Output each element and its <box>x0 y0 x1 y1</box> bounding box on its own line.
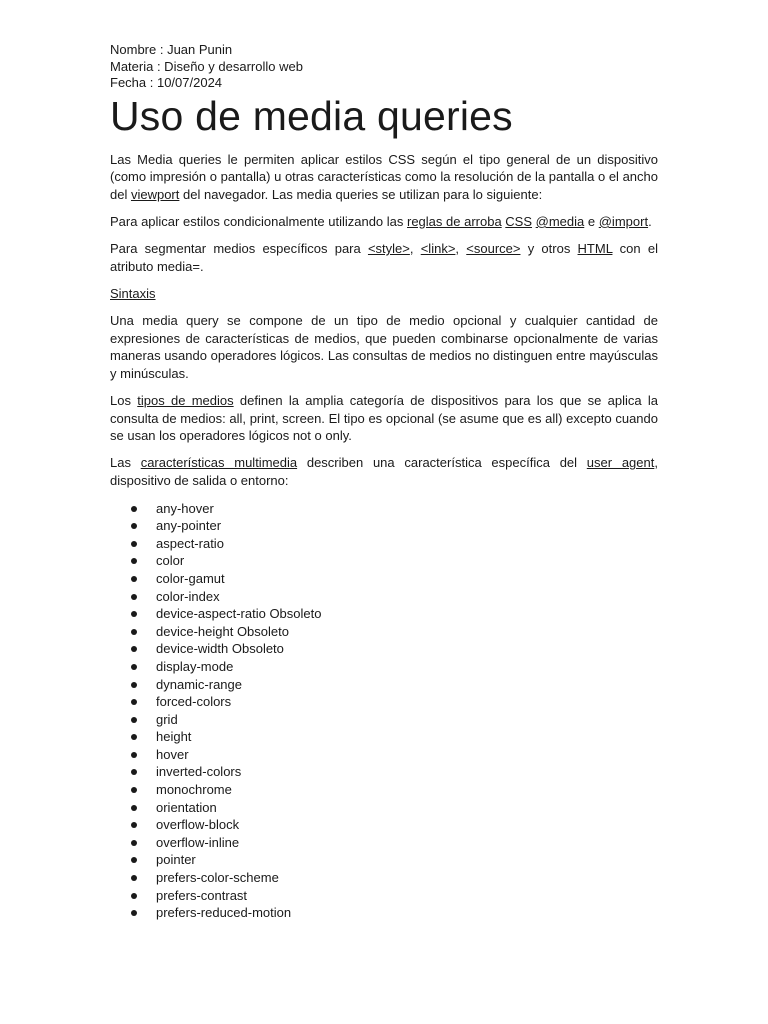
bullet-icon <box>131 769 137 775</box>
list-item-label: display-mode <box>156 658 234 674</box>
document-page <box>110 42 658 922</box>
list-item-label: prefers-reduced-motion <box>156 905 292 921</box>
source-element-link[interactable]: <source> <box>466 241 521 257</box>
list-item-label: grid <box>156 711 178 727</box>
viewport-link[interactable]: viewport <box>130 186 180 202</box>
list-item <box>110 535 658 553</box>
list-item-label: aspect-ratio <box>156 535 224 551</box>
document-date: Fecha : 10/07/2024 <box>110 75 223 90</box>
list-item-label: hover <box>156 746 189 762</box>
syntax-heading[interactable]: Sintaxis <box>110 285 156 301</box>
document-title: Uso de media queries <box>110 92 513 139</box>
bullet-icon <box>131 717 137 723</box>
user-agent-link[interactable]: user agent <box>586 455 655 471</box>
list-item <box>110 904 658 922</box>
segment-paragraph <box>110 240 658 275</box>
list-item <box>110 763 658 781</box>
segment-mid-text: y otros <box>520 241 578 257</box>
list-item-label: height <box>156 729 192 745</box>
document-header <box>110 42 658 92</box>
list-item-label: prefers-contrast <box>156 887 248 903</box>
bullet-icon <box>131 840 137 846</box>
media-rule-link[interactable]: @media <box>535 213 585 229</box>
bullet-icon <box>131 558 137 564</box>
list-item-label: color <box>156 553 185 569</box>
conjunction-text: e <box>584 213 599 229</box>
list-item <box>110 517 658 535</box>
list-item-label: device-width Obsoleto <box>156 641 284 657</box>
list-item <box>110 711 658 729</box>
list-item-label: dynamic-range <box>156 676 242 692</box>
media-features-list <box>110 500 658 922</box>
tipos-de-medios-link[interactable]: tipos de medios <box>137 393 234 408</box>
list-item <box>110 781 658 799</box>
list-item-label: overflow-block <box>156 817 240 833</box>
bullet-icon <box>131 646 137 652</box>
syntax-paragraph: Una media query se compone de un tipo de medio opcional y cualquier cantidad de expresiones de características de medios, que pueden combinarse opcionalmente de varias maneras usando operadores lógicos. Las consultas de medios no distinguen entre mayúsculas y minúsculas. <box>110 313 658 381</box>
media-types-rest: definen la amplia categoría de dispositivos para los que se aplica la consulta de medios: all, print, screen. El tipo es opcional (se asume que es all) excepto cuando se usan los operadores lógicos not o only. <box>110 393 659 444</box>
list-item-label: orientation <box>156 799 217 815</box>
bullet-icon <box>131 541 137 547</box>
list-item <box>110 887 658 905</box>
list-item-label: inverted-colors <box>156 764 242 780</box>
intro-text-2: del navegador. Las media queries se utilizan para lo siguiente: <box>179 186 543 202</box>
separator-2: , <box>455 241 467 257</box>
list-item <box>110 605 658 623</box>
css-link[interactable]: CSS <box>505 213 533 229</box>
bullet-icon <box>131 699 137 705</box>
list-item <box>110 728 658 746</box>
import-rule-link[interactable]: @import <box>598 213 649 229</box>
list-item-label: prefers-color-scheme <box>156 870 279 886</box>
list-item-label: forced-colors <box>156 694 232 710</box>
list-item <box>110 834 658 852</box>
list-item <box>110 816 658 834</box>
conditional-paragraph <box>110 213 658 231</box>
list-item <box>110 640 658 658</box>
segment-end-text: con el atributo media=. <box>110 241 658 274</box>
bullet-icon <box>131 875 137 881</box>
intro-paragraph <box>110 151 658 204</box>
list-item-label: device-height Obsoleto <box>156 623 289 639</box>
list-item-label: color-index <box>156 588 220 604</box>
list-item <box>110 500 658 518</box>
bullet-icon <box>131 893 137 899</box>
bullet-icon <box>131 506 137 512</box>
caracteristicas-multimedia-link[interactable]: características multimedia <box>140 455 298 471</box>
list-item <box>110 676 658 694</box>
list-item <box>110 746 658 764</box>
list-item-label: color-gamut <box>156 570 225 586</box>
list-item <box>110 869 658 887</box>
list-item <box>110 851 658 869</box>
media-features-end: , dispositivo de salida o entorno: <box>110 455 658 488</box>
bullet-icon <box>131 857 137 863</box>
media-types-text: Los <box>110 393 138 408</box>
media-types-paragraph <box>110 392 658 445</box>
reglas-de-arroba-link[interactable]: reglas de arroba <box>407 213 502 229</box>
bullet-icon <box>131 611 137 617</box>
bullet-icon <box>131 629 137 635</box>
bullet-icon <box>131 787 137 793</box>
course-name: Materia : Diseño y desarrollo web <box>110 58 303 74</box>
html-link[interactable]: HTML <box>577 241 613 257</box>
media-features-text: Las <box>110 455 141 471</box>
list-item-label: any-hover <box>156 500 214 516</box>
list-item <box>110 693 658 711</box>
media-features-mid: describen una característica específica del <box>297 455 587 471</box>
list-item <box>110 588 658 606</box>
bullet-icon <box>131 822 137 828</box>
list-item <box>110 552 658 570</box>
media-features-paragraph <box>110 454 658 489</box>
conditional-text: Para aplicar estilos condicionalmente utilizando las <box>110 213 407 229</box>
separator-1: , <box>409 241 421 257</box>
link-element-link[interactable]: <link> <box>420 241 456 257</box>
bullet-icon <box>131 594 137 600</box>
bullet-icon <box>131 682 137 688</box>
list-item-label: monochrome <box>156 782 232 798</box>
author-name: Nombre : Juan Punin <box>110 42 233 57</box>
intro-text-1: Las Media queries le permiten aplicar estilos CSS según el tipo general de un dispositivo (como impresión o pantalla) u otras características como la resolución de la pantalla o el ancho del <box>110 151 658 202</box>
list-item-label: overflow-inline <box>156 834 240 850</box>
bullet-icon <box>131 805 137 811</box>
segment-text: Para segmentar medios específicos para <box>110 241 368 257</box>
list-item-label: any-pointer <box>156 518 222 534</box>
bullet-icon <box>131 523 137 529</box>
list-item <box>110 570 658 588</box>
syntax-heading-paragraph <box>110 285 658 303</box>
list-item-label: pointer <box>156 852 196 868</box>
bullet-icon <box>131 576 137 582</box>
list-item-label: device-aspect-ratio Obsoleto <box>156 606 322 622</box>
bullet-icon <box>131 752 137 758</box>
bullet-icon <box>131 910 137 916</box>
style-element-link[interactable]: <style> <box>367 241 410 257</box>
list-item <box>110 658 658 676</box>
bullet-icon <box>131 664 137 670</box>
list-item <box>110 623 658 641</box>
period-text: . <box>648 213 652 229</box>
list-item <box>110 799 658 817</box>
bullet-icon <box>131 734 137 740</box>
